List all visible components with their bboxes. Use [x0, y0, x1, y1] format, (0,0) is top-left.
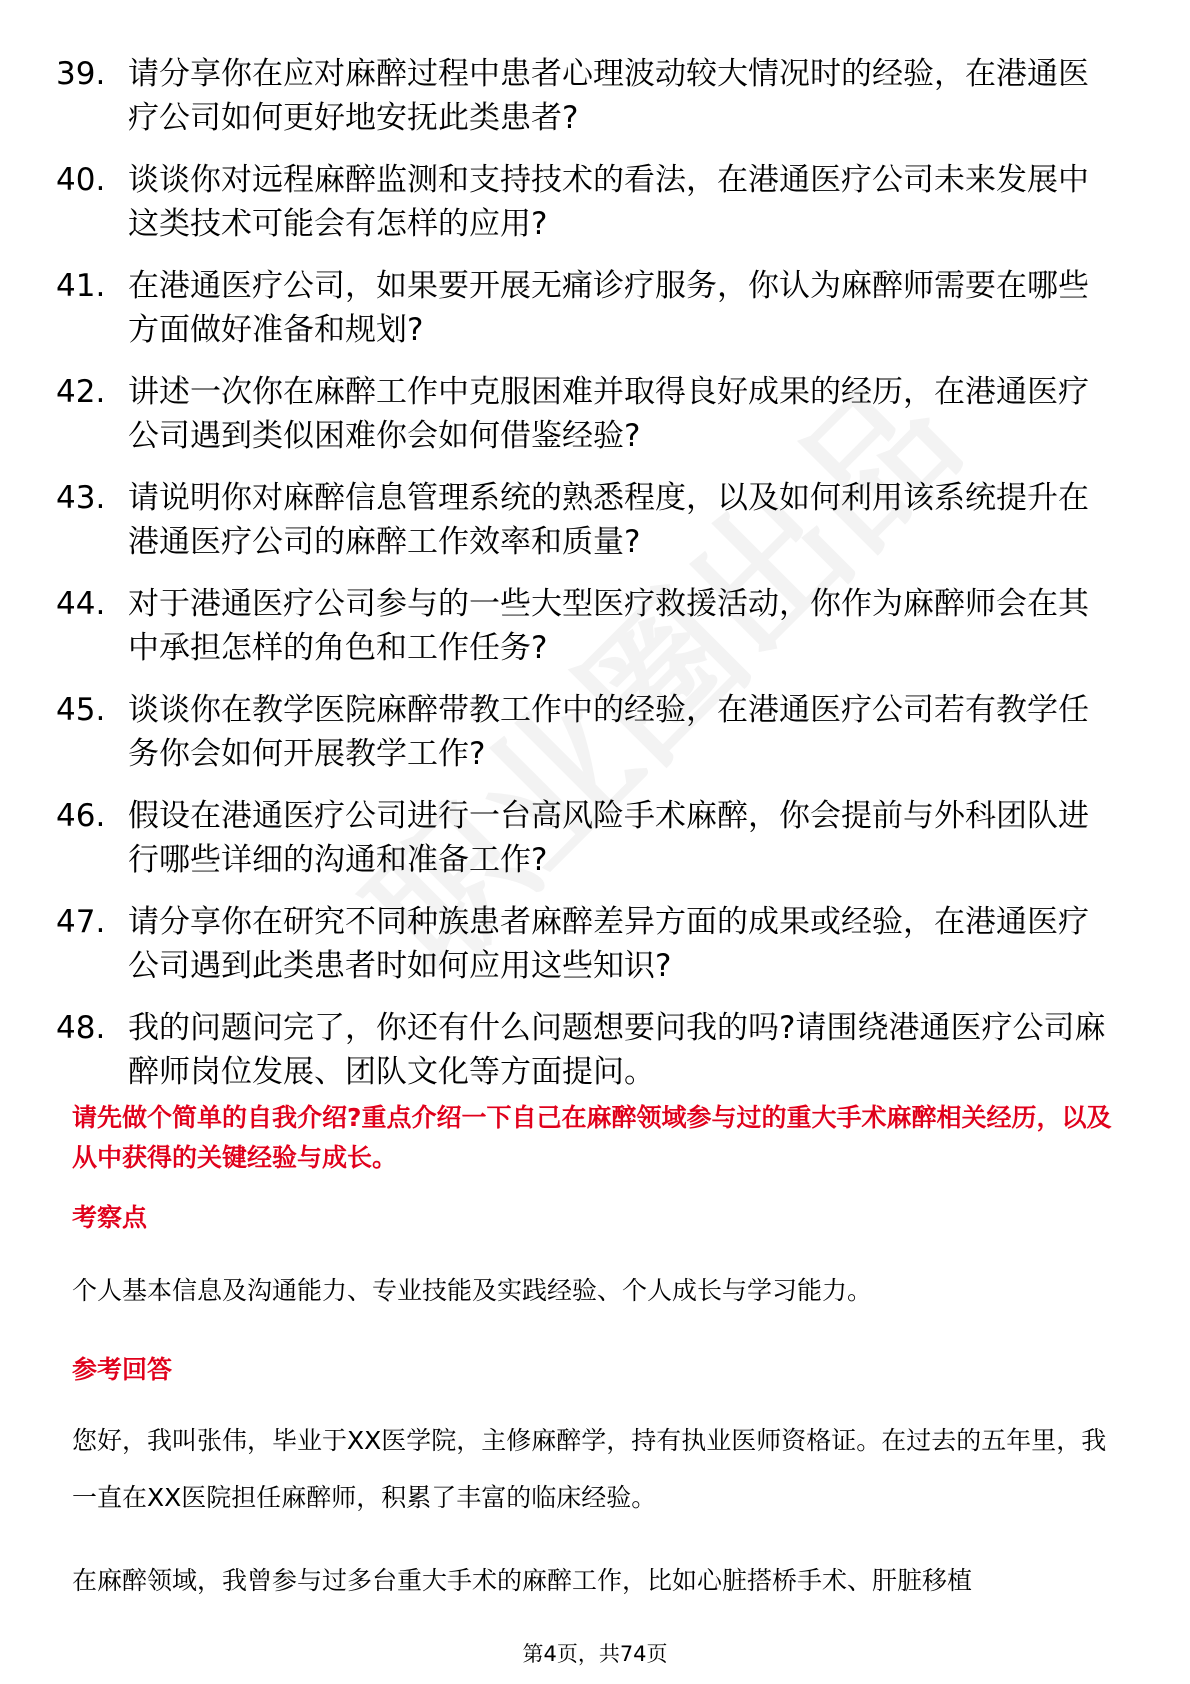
question-item — [56, 52, 1116, 140]
question-text: 对于港通医疗公司参与的一些大型医疗救援活动，你作为麻醉师会在其中承担怎样的角色和工作任务? — [128, 586, 1089, 666]
answer-label: 参考回答 — [72, 1355, 173, 1384]
question-text: 假设在港通医疗公司进行一台高风险手术麻醉，你会提前与外科团队进行哪些详细的沟通和准备工作? — [128, 798, 1089, 878]
question-text: 请分享你在应对麻醉过程中患者心理波动较大情况时的经验，在港通医疗公司如何更好地安抚此类患者? — [128, 56, 1089, 136]
question-text: 讲述一次你在麻醉工作中克服困难并取得良好成果的经历，在港通医疗公司遇到类似困难你会如何借鉴经验? — [128, 374, 1089, 454]
question-list — [56, 52, 1116, 1112]
question-number: 45. — [56, 692, 106, 728]
answer-paragraph-2: 在麻醉领域，我曾参与过多台重大手术的麻醉工作，比如心脏搭桥手术、肝脏移植 — [72, 1566, 973, 1595]
question-number: 46. — [56, 798, 106, 834]
question-text: 谈谈你在教学医院麻醉带教工作中的经验，在港通医疗公司若有教学任务你会如何开展教学工作? — [128, 692, 1089, 772]
question-number: 42. — [56, 374, 106, 410]
answer-paragraph-1: 您好，我叫张伟，毕业于XX医学院，主修麻醉学，持有执业医师资格证。在过去的五年里，我一直在XX医院担任麻醉师，积累了丰富的临床经验。 — [72, 1426, 1107, 1512]
highlight-question: 请先做个简单的自我介绍?重点介绍一下自己在麻醉领域参与过的重大手术麻醉相关经历，以及从中获得的关键经验与成长。 — [72, 1103, 1112, 1172]
question-item — [56, 582, 1116, 670]
question-item — [56, 900, 1116, 988]
question-text: 谈谈你对远程麻醉监测和支持技术的看法，在港通医疗公司未来发展中这类技术可能会有怎样的应用? — [128, 162, 1089, 242]
page-footer: 第4页，共74页 — [522, 1642, 668, 1666]
question-number: 41. — [56, 268, 106, 304]
question-item — [56, 370, 1116, 458]
question-item — [56, 794, 1116, 882]
question-item — [56, 476, 1116, 564]
question-text: 请说明你对麻醉信息管理系统的熟悉程度，以及如何利用该系统提升在港通医疗公司的麻醉工作效率和质量? — [128, 480, 1089, 560]
question-number: 44. — [56, 586, 106, 622]
question-item — [56, 158, 1116, 246]
question-text: 我的问题问完了，你还有什么问题想要问我的吗?请围绕港通医疗公司麻醉师岗位发展、团队文化等方面提问。 — [128, 1010, 1106, 1090]
assessment-label: 考察点 — [72, 1203, 148, 1232]
question-number: 40. — [56, 162, 106, 198]
question-item — [56, 1006, 1116, 1094]
question-item — [56, 264, 1116, 352]
question-text: 请分享你在研究不同种族患者麻醉差异方面的成果或经验，在港通医疗公司遇到此类患者时如何应用这些知识? — [128, 904, 1089, 984]
question-number: 39. — [56, 56, 106, 92]
question-number: 47. — [56, 904, 106, 940]
question-item — [56, 688, 1116, 776]
assessment-text: 个人基本信息及沟通能力、专业技能及实践经验、个人成长与学习能力。 — [72, 1276, 873, 1305]
question-number: 43. — [56, 480, 106, 516]
question-number: 48. — [56, 1010, 106, 1046]
question-text: 在港通医疗公司，如果要开展无痛诊疗服务，你认为麻醉师需要在哪些方面做好准备和规划? — [128, 268, 1089, 348]
